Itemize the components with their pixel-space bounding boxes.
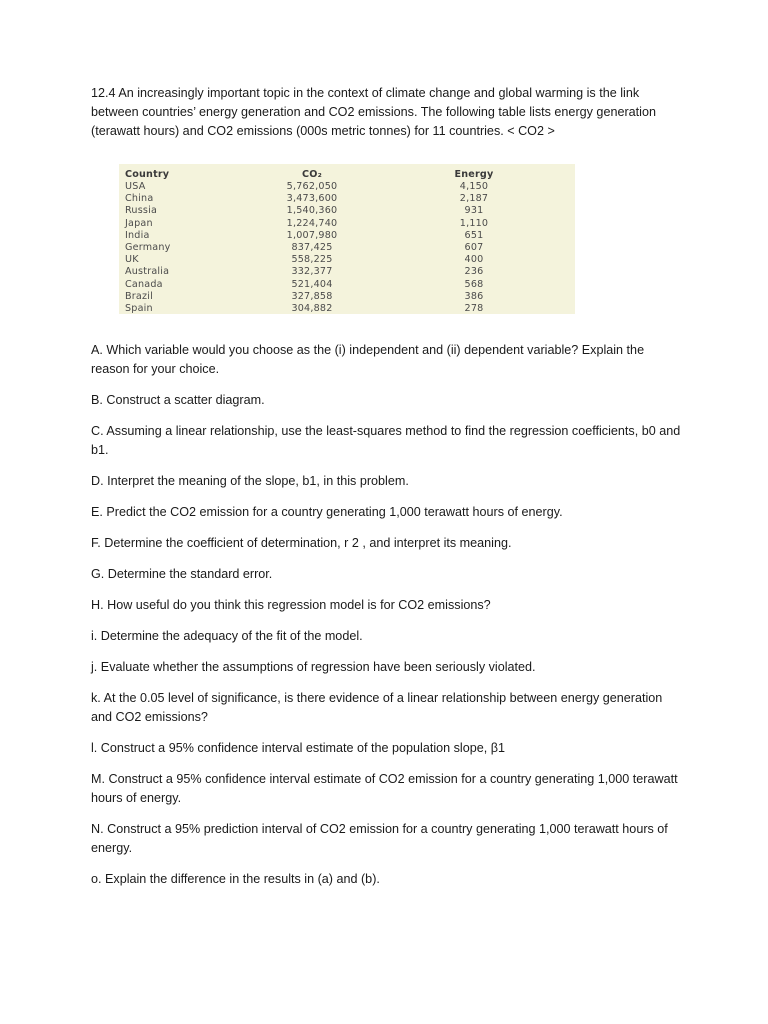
- table-cell-energy: 568: [464, 278, 484, 290]
- problem-intro: 12.4 An increasingly important topic in the context of climate change and global warming is the link between countries’ energy generation and CO2 emissions. The following table lists energy generation (terawatt hours) and CO2 emissions (000s metric tonnes) for 11 countries. < CO2 >: [91, 86, 656, 138]
- table-cell-country: Australia: [125, 266, 170, 278]
- table-header-co2: CO₂: [302, 169, 322, 180]
- table-cell-co2: 5,762,050: [286, 181, 338, 192]
- question-c: C. Assuming a linear relationship, use the least-squares method to find the regression coefficients, b0 and b1.: [91, 424, 681, 457]
- table-cell-co2: 1,224,740: [286, 217, 338, 229]
- table-cell-country: Germany: [125, 241, 171, 253]
- data-table-image: [119, 164, 575, 314]
- table-cell-country: India: [125, 229, 150, 241]
- table-cell-energy: 931: [464, 205, 484, 217]
- table-cell-country: Japan: [125, 217, 153, 229]
- question-a: A. Which variable would you choose as the (i) independent and (ii) dependent variable? Explain the reason for your choice.: [91, 343, 645, 376]
- table-cell-co2: 837,425: [291, 241, 333, 253]
- table-cell-energy: 386: [464, 290, 484, 302]
- question-l: l. Construct a 95% confidence interval estimate of the population slope, β1: [91, 741, 505, 755]
- table-cell-co2: 1,007,980: [286, 229, 338, 241]
- question-g: G. Determine the standard error.: [91, 567, 273, 581]
- question-d: D. Interpret the meaning of the slope, b1, in this problem.: [91, 474, 409, 488]
- question-f: F. Determine the coefficient of determination, r 2 , and interpret its meaning.: [91, 536, 512, 550]
- question-k: k. At the 0.05 level of significance, is there evidence of a linear relationship between energy generation and CO2 emissions?: [91, 691, 663, 724]
- table-cell-country: UK: [125, 254, 139, 266]
- table-cell-energy: 1,110: [459, 217, 489, 229]
- table-header-energy: Energy: [454, 169, 494, 180]
- question-h: H. How useful do you think this regression model is for CO2 emissions?: [91, 598, 491, 612]
- table-cell-co2: 327,858: [291, 290, 333, 302]
- table-column-energy: [447, 168, 501, 315]
- table-cell-co2: 3,473,600: [286, 193, 338, 205]
- table-cell-co2: 304,882: [291, 302, 333, 314]
- question-j: j. Evaluate whether the assumptions of regression have been seriously violated.: [91, 660, 536, 674]
- question-n: N. Construct a 95% prediction interval of CO2 emission for a country generating 1,000 terawatt hours of energy.: [91, 822, 668, 855]
- table-cell-energy: 4,150: [459, 181, 489, 192]
- table-cell-energy: 278: [464, 302, 484, 314]
- table-column-co2: [267, 168, 357, 315]
- document-page: [91, 84, 681, 886]
- table-cell-energy: 607: [464, 241, 484, 253]
- table-cell-energy: 400: [464, 254, 484, 266]
- table-cell-co2: 558,225: [291, 254, 333, 266]
- table-cell-energy: 651: [464, 229, 484, 241]
- table-cell-country: Brazil: [125, 290, 153, 302]
- table-cell-co2: 1,540,360: [286, 205, 338, 217]
- table-cell-country: Russia: [125, 205, 158, 217]
- question-o: o. Explain the difference in the results in (a) and (b).: [91, 872, 380, 886]
- table-cell-country: Canada: [125, 278, 163, 290]
- table-cell-country: USA: [125, 181, 146, 192]
- table-cell-co2: 521,404: [291, 278, 333, 290]
- table-header-country: Country: [125, 169, 170, 180]
- question-e: E. Predict the CO2 emission for a country generating 1,000 terawatt hours of energy.: [91, 505, 563, 519]
- table-cell-energy: 236: [464, 266, 484, 278]
- question-i: i. Determine the adequacy of the fit of the model.: [91, 629, 363, 643]
- table-cell-co2: 332,377: [291, 266, 333, 278]
- table-cell-country: Spain: [125, 302, 153, 314]
- table-cell-energy: 2,187: [459, 193, 489, 205]
- table-column-country: [125, 168, 171, 315]
- table-cell-country: China: [125, 193, 154, 205]
- question-m: M. Construct a 95% confidence interval estimate of CO2 emission for a country generating 1,000 terawatt hours of energy.: [91, 772, 678, 805]
- question-b: B. Construct a scatter diagram.: [91, 393, 265, 407]
- question-list: [91, 341, 681, 901]
